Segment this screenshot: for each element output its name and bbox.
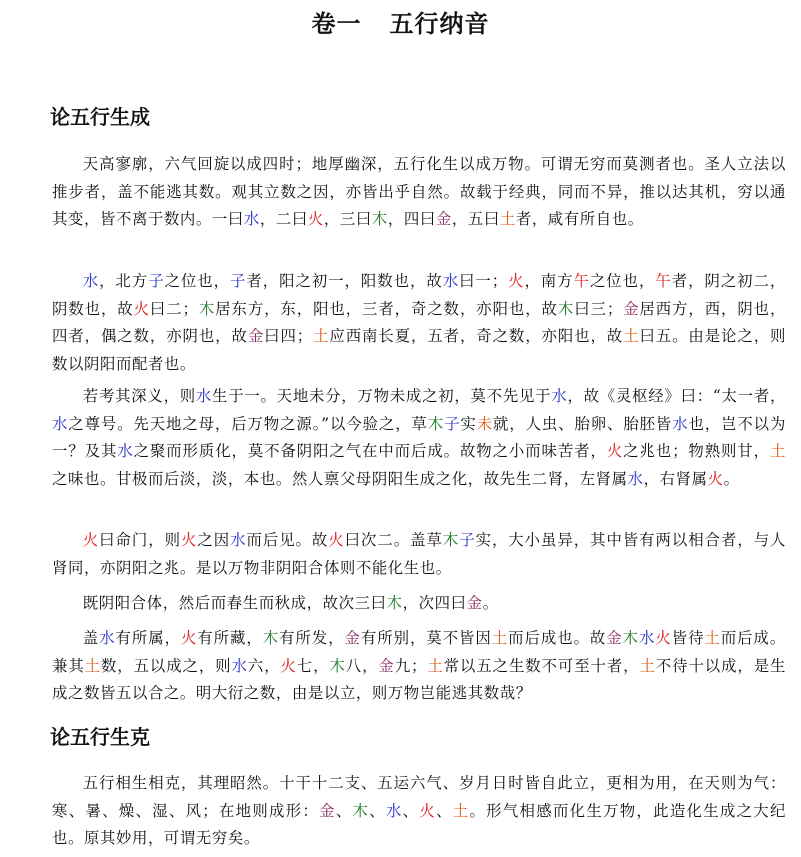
- text-run: 、: [436, 801, 453, 820]
- wood-element: 木: [262, 629, 280, 647]
- water-element: 子: [444, 414, 461, 433]
- text-run: 七，: [296, 656, 330, 675]
- text-run: 实: [460, 414, 477, 433]
- text-run: 之兆也；物熟则甘，: [623, 442, 770, 461]
- text-run: ，五曰: [451, 210, 500, 229]
- fire-element: 火: [507, 272, 525, 290]
- fire-element: 火: [707, 469, 724, 488]
- chapter-label: 五行纳音: [389, 10, 490, 38]
- water-element: 水: [82, 272, 100, 290]
- earth-element: 土: [499, 210, 516, 229]
- fire-element: 火: [180, 531, 198, 549]
- water-element: 水: [551, 387, 568, 405]
- section-heading-generation: 论五行生成: [50, 105, 150, 129]
- text-run: 之聚而形质化，莫不备阴阳之气在中而后成。故物之小而味苦者，: [133, 442, 607, 461]
- text-run: 。: [723, 469, 740, 488]
- text-run: 者，咸有所自也。: [515, 210, 644, 229]
- paragraph: [52, 268, 786, 378]
- water-element: 水: [442, 272, 460, 290]
- water-element: 水: [52, 414, 69, 433]
- earth-element: 土: [491, 629, 509, 647]
- fire-element: 火: [133, 299, 150, 318]
- text-run: 。: [482, 594, 499, 612]
- water-element: 子: [459, 531, 476, 549]
- text-run: 之因: [197, 531, 231, 549]
- text-run: 、: [335, 801, 353, 820]
- metal-element: 金: [319, 801, 336, 820]
- earth-element: 土: [452, 801, 470, 820]
- volume-label: 卷一: [311, 10, 362, 38]
- water-element: 水: [117, 442, 134, 461]
- paragraph: [52, 625, 786, 708]
- water-element: 水: [230, 531, 247, 549]
- text-run: 者，阳之初一，阳数也，故: [246, 272, 443, 290]
- metal-element: 金: [344, 629, 361, 647]
- wood-element: 木: [352, 801, 370, 820]
- fire-element: 火: [328, 531, 345, 549]
- text-run: 、: [369, 801, 386, 820]
- text-run: 曰次二。盖草: [344, 531, 443, 549]
- water-element: 子: [230, 272, 247, 290]
- wood-element: 木: [329, 656, 346, 675]
- earth-element: 土: [704, 629, 721, 647]
- wood-element: 木: [442, 531, 460, 549]
- text-run: 。形气相感而化生万物，此造化生成之大纪也。原其妙用，可谓无穷矣。: [52, 801, 786, 848]
- section-heading-restraint: 论五行生克: [50, 725, 150, 749]
- text-run: 之位也，: [589, 272, 656, 290]
- text-run: 曰四；: [264, 327, 313, 346]
- fire-element: 午: [655, 272, 672, 290]
- paragraph: [52, 527, 786, 582]
- water-element: 水: [385, 801, 403, 820]
- earth-element: 土: [312, 327, 330, 346]
- wood-element: 木: [427, 414, 445, 433]
- text-run: 应西南长夏，五者，奇之数，亦阳也，故: [329, 327, 624, 346]
- text-run: 皆待: [671, 629, 705, 647]
- metal-element: 金: [247, 327, 265, 346]
- text-run: 曰三；: [574, 299, 623, 318]
- water-element: 子: [148, 272, 165, 290]
- paragraph: [52, 770, 786, 853]
- text-run: 六，: [247, 656, 281, 675]
- fire-element: 火: [82, 531, 100, 549]
- earth-element: 土: [770, 442, 786, 461]
- text-run: 之位也，: [164, 272, 231, 290]
- page-title: [0, 8, 801, 40]
- text-run: 居西方，西，阴也，四者，偶之数，亦阴也，故: [52, 299, 786, 346]
- text-run: 既阴阳合体，然后而春生而秋成，故次三曰: [82, 594, 387, 612]
- text-run: ，北方: [99, 272, 149, 290]
- fire-element: 火: [606, 442, 624, 461]
- text-run: ，三曰: [323, 210, 372, 229]
- fire-element: 午: [573, 272, 590, 290]
- water-element: 水: [195, 387, 213, 405]
- paragraph: [52, 151, 786, 234]
- metal-element: 金: [378, 656, 395, 675]
- water-element: 水: [231, 656, 248, 675]
- text-run: 、: [402, 801, 420, 820]
- text-run: ，南方: [524, 272, 574, 290]
- fire-element: 火: [307, 210, 324, 229]
- text-run: 五行相生相克，其理昭然。十干十二支、五运六气、岁月日时皆自此立，更相为用，在天则为气：寒、暑、燥、湿、风；在地则成形：: [52, 774, 786, 820]
- metal-element: 金: [606, 629, 623, 647]
- text-run: 也，岂不以为一？及其: [52, 414, 786, 461]
- text-run: 天高寥廓，六气回旋以成四时；地厚幽深，五行化生以成万物。可谓无穷而莫测者也。圣人立法以推步者，盖不能逃其数。观其立数之因，亦皆出乎自然。故载于经典，同而不异，推以达其机，穷以通其变，皆不离于数内。一曰: [52, 155, 786, 229]
- paragraph: [52, 383, 786, 493]
- text-run: 有所属，: [115, 629, 181, 647]
- text-run: 不待十以成，是生成之数皆五以合之。明大衍之数，由是以立，则万物岂能逃其数哉？: [52, 656, 787, 703]
- text-run: ，二曰: [259, 210, 308, 229]
- text-run: 者，阴之初二，阴数也，故: [52, 272, 786, 318]
- metal-element: 金: [466, 594, 483, 612]
- text-run: 而后见。故: [246, 531, 329, 549]
- water-element: 水: [243, 210, 260, 229]
- text-run: 而后成。兼其: [52, 629, 786, 675]
- text-run: 有所发，: [279, 629, 345, 647]
- text-run: 有所别，莫不皆因: [360, 629, 492, 647]
- text-run: ，右肾属: [643, 469, 708, 488]
- wood-element: 木: [557, 299, 575, 318]
- earth-element: 土: [427, 656, 444, 675]
- wood-element: 木: [371, 210, 388, 229]
- water-element: 水: [672, 414, 689, 433]
- fire-element: 火: [655, 629, 672, 647]
- text-run: 有所藏，: [197, 629, 263, 647]
- text-run: 而后成也。故: [508, 629, 607, 647]
- earth-element: 未: [476, 414, 493, 433]
- text-run: 曰五。由是论之，则数以阴阳而配者也。: [52, 327, 786, 373]
- text-run: 曰命门，则: [99, 531, 181, 549]
- text-run: 之味也。甘极而后淡，淡，本也。然人禀父母阴阳生成之化，故先生二肾，左肾属: [52, 469, 628, 488]
- text-run: 居东方，东，阳也，三者，奇之数，亦阳也，故: [215, 299, 558, 318]
- text-run: ，故《灵枢经》曰：“太一者，: [567, 387, 786, 405]
- text-run: 曰二；: [149, 299, 199, 318]
- paragraph: [52, 590, 786, 618]
- text-run: 实，大小虽异，其中皆有两以相合者，与人肾同，亦阴阳之兆。是以万物非阴阳合体则不能化生也。: [52, 531, 787, 577]
- earth-element: 土: [623, 327, 640, 346]
- fire-element: 火: [419, 801, 437, 820]
- earth-element: 土: [639, 656, 656, 675]
- text-run: 就，人虫、胎卵、胎胚皆: [493, 414, 673, 433]
- text-run: 数，五以成之，则: [100, 656, 232, 675]
- wood-element: 木: [622, 629, 640, 647]
- water-element: 水: [627, 469, 644, 488]
- text-run: 八，: [345, 656, 379, 675]
- text-run: 曰一；: [459, 272, 508, 290]
- water-element: 水: [639, 629, 656, 647]
- fire-element: 火: [280, 656, 297, 675]
- water-element: 水: [99, 629, 116, 647]
- text-run: 九；: [394, 656, 428, 675]
- text-run: 生于一。天地未分，万物未成之初，莫不先见于: [212, 387, 552, 405]
- text-run: ，次四曰: [402, 594, 467, 612]
- earth-element: 土: [84, 656, 101, 675]
- metal-element: 金: [622, 299, 640, 318]
- text-run: 盖: [82, 629, 100, 647]
- text-run: 常以五之生数不可至十者，: [443, 656, 640, 675]
- wood-element: 木: [386, 594, 403, 612]
- fire-element: 火: [180, 629, 198, 647]
- text-run: 之尊号。先天地之母，后万物之源。”以今验之，草: [68, 414, 428, 433]
- wood-element: 木: [198, 299, 216, 318]
- text-run: ，四曰: [387, 210, 436, 229]
- metal-element: 金: [435, 210, 452, 229]
- text-run: 若考其深义，则: [82, 387, 196, 405]
